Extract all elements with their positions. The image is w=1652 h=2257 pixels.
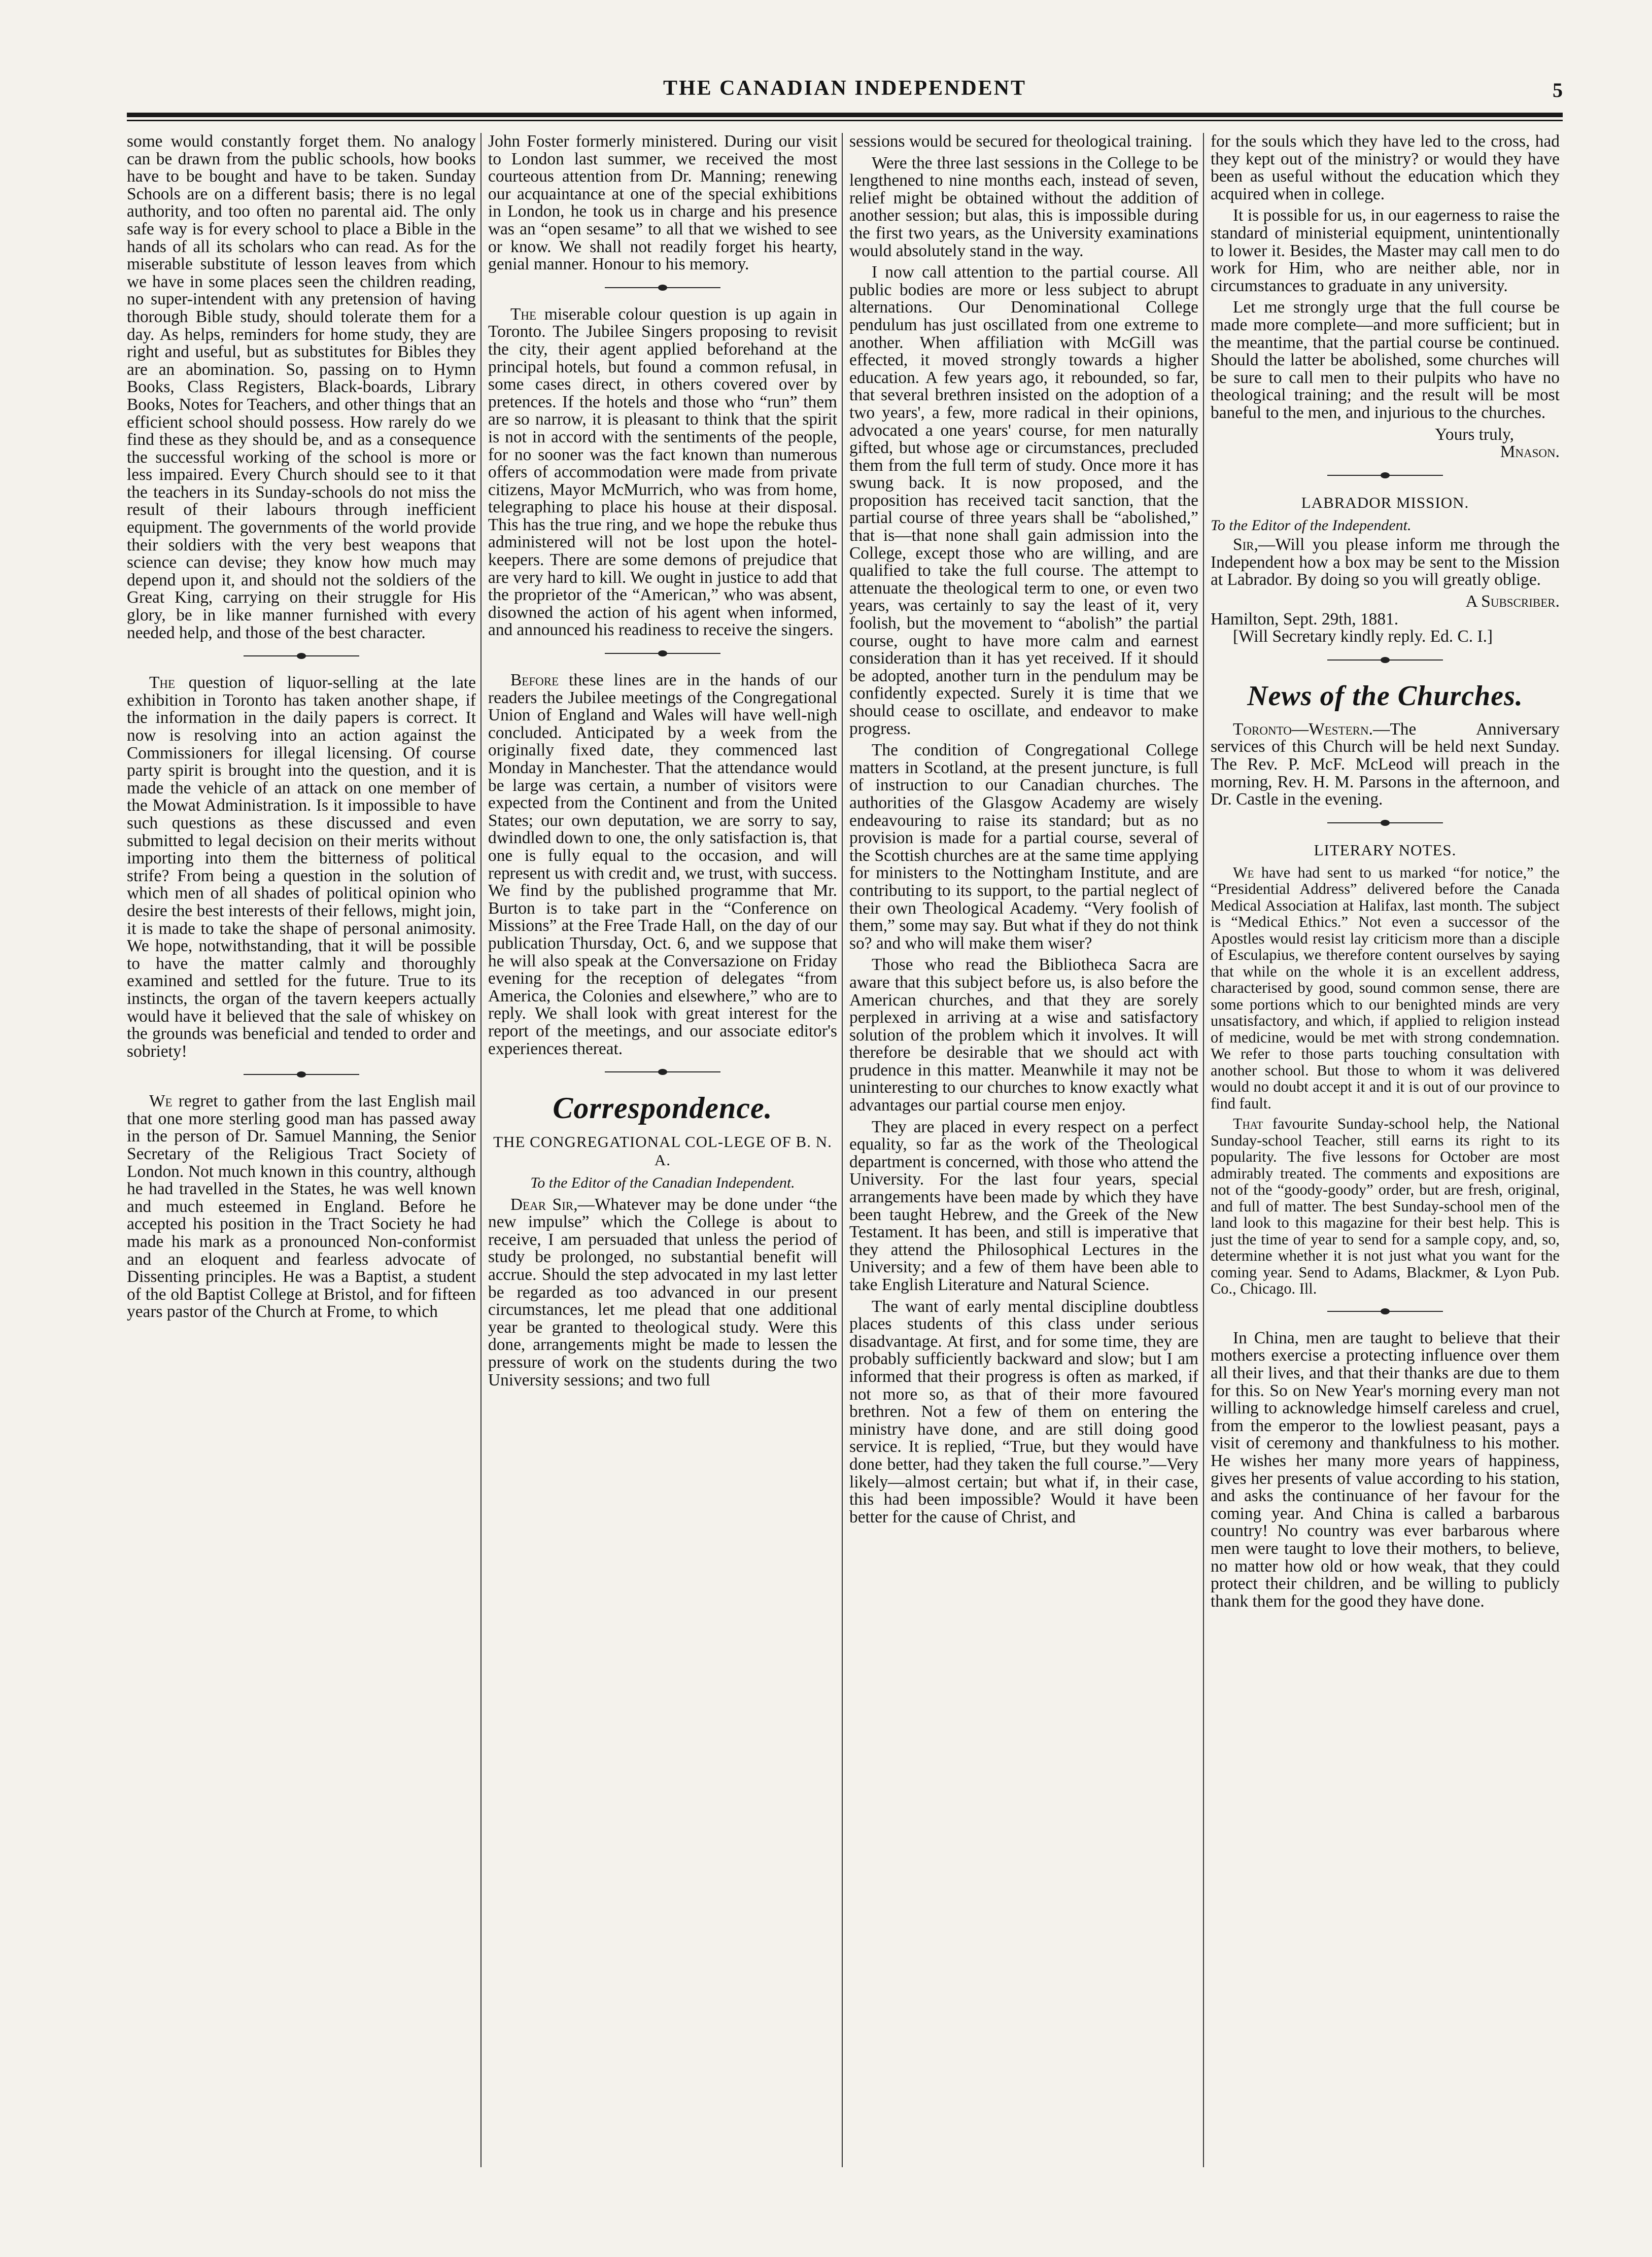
column-divider xyxy=(842,133,843,2167)
article-paragraph xyxy=(1211,536,1560,589)
article-paragraph xyxy=(1211,1116,1560,1297)
letter-signature: A Subscriber. xyxy=(1465,592,1560,611)
column-2 xyxy=(488,133,837,2167)
paragraph-text: —Will you please inform me through the Independent how a box may be sent to the Mission at Labrador. By doing so you will greatly oblige. xyxy=(1211,535,1560,589)
lead-word: Dear Sir, xyxy=(510,1195,578,1214)
letter-salutation: To the Editor of the Canadian Independent. xyxy=(530,1174,795,1192)
lead-word: We xyxy=(149,1092,173,1111)
letter-title: THE CONGREGATIONAL COL-LEGE OF B. N. A. xyxy=(493,1133,832,1169)
article-paragraph: John Foster formerly ministered. During our visit to London last summer, we received the most courteous attention from Dr. Manning; renewing our acquaintance at one of the special exhibitions in London, he took us in charge and his presence was an “open sesame” to all that we wished to see or know. We shall not readily forget his hearty, genial manner. Honour to his memory. xyxy=(488,133,837,274)
section-separator xyxy=(1211,814,1560,832)
lead-word: We xyxy=(1233,863,1254,881)
section-heading-correspondence: Correspondence. xyxy=(553,1091,773,1125)
letter-signoff: Yours truly, xyxy=(1435,425,1514,444)
article-paragraph xyxy=(127,1093,476,1321)
section-separator xyxy=(127,1065,476,1084)
article-paragraph: It is possible for us, in our eagerness to raise the standard of ministerial equipment, unintentionally to lower it. Besides, the Master may call men to do work for Him, who are neither able, nor in circumstances to graduate in any university. xyxy=(1211,206,1560,295)
article-paragraph: I now call attention to the partial course. All public bodies are more or less subject to abrupt alternations. Our Denominational College pendulum has just oscillated from one extreme to another. When affiliation with McGill was effected, it moved strongly towards a higher education. A few years ago, it rebounded, so far, that several brethren insisted on the adoption of a two years', a few, more radical in their opinions, advocated a one years' course, for men naturally gifted, but whose age or circumstances, precluded them from the full term of study. Once more it has swung back. It is now proposed, and the proposition has received tacit sanction, that the partial course of three years shall be “abolished,” that is—that none shall gain admission into the College, except those who are willing, and are qualified to take the full course. The attempt to attenuate the theological term to one, or even two years, was certainly to say the least of it, very foolish, but the movement to “abolish” the partial course, ought to have more calm and earnest consideration than it has yet received. If it should be adopted, another turn in the pendulum may be confidently expected. Surely it is time that we should cease to oscillate, and endeavor to make progress. xyxy=(849,263,1198,738)
article-paragraph: The want of early mental discipline doubtless places students of this class under serious disadvantage. At first, and for some time, they are probably sufficiently backward and slow; but I am informed that their progress is often as marked, if not more so, as that of their more favoured brethren. Not a few of them on entering the ministry have done, and are still doing good service. It is replied, “True, but they would have done better, had they taken the full course.”—Very likely—almost certain; but what if, in their case, this had been impossible? Would it have been better for the cause of Christ, and xyxy=(849,1297,1198,1526)
header-rule-thin xyxy=(127,120,1563,121)
article-paragraph: Let me strongly urge that the full course be made more complete—and more sufficient; but in the meantime, that the partial course be continued. Should the latter be abolished, some churches will be sure to call men to their pulpits who have no theological training; and the result will be most baneful to the men, and injurious to the churches. xyxy=(1211,298,1560,422)
page-number: 5 xyxy=(1553,79,1563,101)
paragraph-text: these lines are in the hands of our readers the Jubilee meetings of the Congregational Union of England and Wales will have well-nigh concluded. Anticipated by a week from the originally fixed date, they commenced last Monday in Manchester. That the attendance would be large was certain, a number of visitors were expected from the Continent and from the United States; our own deputation, we are sorry to say, dwindled down to one, the only satisfaction is, that one is fully equal to the occasion, and will represent us with credit and, we trust, with success. We find by the published programme that Mr. Burton is to take part in the “Conference on Missions” at the Free Trade Hall, on the day of our publication Thursday, Oct. 6, and we suppose that he will also speak at the Conversazione on Friday evening for the reception of delegates “from America, the Colonies and elsewhere,” who are to reply. We shall look with great interest for the report of the meetings, and our associate editor's experiences thereat. xyxy=(488,671,837,1058)
section-separator xyxy=(488,1063,837,1081)
column-divider xyxy=(1203,133,1204,2167)
article-paragraph xyxy=(1211,864,1560,1112)
page-header xyxy=(127,76,1563,112)
column-divider xyxy=(480,133,481,2167)
newspaper-title: THE CANADIAN INDEPENDENT xyxy=(663,77,1027,100)
lead-word: The xyxy=(149,673,176,692)
paragraph-text: —Whatever may be done under “the new impulse” which the College is about to receive, I am persuaded that unless the period of study be prolonged, no substantial benefit will accrue. Should the step advocated in my last letter be regarded as too advanced in our present circumstances, let me plead that one additional year be granted to theological study. Were this done, arrangements might be made to lessen the pressure of work on the students during the two University sessions; and two full xyxy=(488,1195,837,1390)
section-separator xyxy=(1211,651,1560,669)
article-paragraph: for the souls which they have led to the cross, had they kept out of the ministry? or would they have been as useful without the education which they acquired when in college. xyxy=(1211,133,1560,203)
article-paragraph: Were the three last sessions in the College to be lengthened to nine months each, instead of seven, relief might be obtained without the addition of another session; but alas, this is impossible during the first two years, as the University examinations would absolutely stand in the way. xyxy=(849,153,1198,260)
article-paragraph: In China, men are taught to believe that their mothers exercise a protecting influence over them all their lives, and that their thanks are due to them for this. So on New Year's morning every man not willing to acknowledge himself careless and cruel, from the emperor to the lowliest peasant, pays a visit of ceremony and thankfulness to his mother. He wishes her many more years of happiness, gives her presents of value according to his station, and asks the continuance of her favour for the coming year. And China is called a barbarous country! No country was ever barbarous where men were taught to love their mothers, to believe, no matter how old or how weak, that they could protect their children, and be willing to publicly thank them for the good they have done. xyxy=(1211,1328,1560,1611)
section-heading-news: News of the Churches. xyxy=(1247,680,1523,712)
lead-word: Before xyxy=(510,671,559,690)
paragraph-text: regret to gather from the last English mail that one more sterling good man has passed away in the person of Dr. Samuel Manning, the Senior Secretary of the Religious Tract Society of London. Not much known in this country, although he had travelled in the States, he was well known and much esteemed in England. Before he accepted his position in the Tract Society he had made his mark as a pronounced Non-conformist and an eloquent and fearless advocate of Dissenting principles. He was a Baptist, a student of the old Baptist College at Bristol, and for fifteen years pastor of the Church at Frome, to which xyxy=(127,1092,476,1322)
paragraph-text: favourite Sunday-school help, the National Sunday-school Teacher, still earns its right to its popularity. The five lessons for October are most admirably treated. The comments and expositions are not of the “goody-goody” order, but are fresh, original, and full of matter. The best Sunday-school men of the land look to this magazine for their best help. This is just the time of year to send for a sample copy, and, so, determine whether it is not just what you want for the coming year. Send to Adams, Blackmer, & Lyon Pub. Co., Chicago. Ill. xyxy=(1211,1115,1560,1298)
section-separator xyxy=(1211,1302,1560,1321)
editor-note: [Will Secretary kindly reply. Ed. C. I.] xyxy=(1233,627,1493,646)
section-separator xyxy=(488,644,837,663)
article-paragraph: Those who read the Bibliotheca Sacra are aware that this subject before us, is also before the American churches, and that they are sorely perplexed in arriving at a wise and satisfactory solution of the problem which it involves. It will therefore be desirable that we should act with prudence in this matter. Meanwhile it may not be uninteresting to our churches to know exactly what advantages our partial course men enjoy. xyxy=(849,955,1198,1115)
section-separator xyxy=(127,647,476,665)
section-separator xyxy=(1211,466,1560,484)
lead-word: That xyxy=(1233,1115,1263,1133)
article-paragraph: some would constantly forget them. No analogy can be drawn from the public schools, how books have to be bought and have to be taken. Sunday Schools are on a different basis; there is no legal authority, and too often no parental aid. The only safe way is for every school to place a Bible in the hands of all its scholars who can read. As for the miserable substitute of lesson leaves from which we have in some places seen the children reading, no super-intendent with any pretension of having thorough Bible study, should tolerate them for a day. As helps, reminders for home study, they are right and useful, but as substitutes for Bibles they are an abomination. So, passing on to Hymn Books, Class Registers, Black-boards, Library Books, Notes for Teachers, and other things that an efficient school should possess. How rarely do we find these as they should be, and as a consequence the successful working of the school is more or less impaired. Every Church should see to it that the teachers in its Sunday-schools do not miss the result of their labours through inefficient equipment. The governments of the world provide their soldiers with the very best weapons that science can devise; they know how much may depend upon it, and should not the soldiers of the Great King, carrying on their struggle for His glory, be in like manner furnished with every needed help, and those of the best character. xyxy=(127,133,476,642)
article-paragraph xyxy=(488,1196,837,1390)
header-rule-heavy xyxy=(127,113,1563,117)
letter-signature: Mnason. xyxy=(1500,442,1560,462)
paragraph-text: have had sent to us marked “for notice,” the “Presidential Address” delivered before the Canada Medical Association at Halifax, last month. The subject is “Medical Ethics.” Not even a successor of the Apostles would resist lay criticism more than a disciple of Esculapius, we therefore content ourselves by saying that while on the whole it is an excellent address, characterised by good, sound common sense, there are some portions which to our benighted minds are very unsatisfactory, and which, if applied to religion instead of medicine, would be met with strong condemnation. We refer to those parts touching consultation with another school. But those to whom it was delivered would no doubt accept it and it is out of our province to find fault. xyxy=(1211,863,1560,1112)
article-paragraph xyxy=(488,672,837,1058)
article-paragraph xyxy=(127,674,476,1060)
section-heading-labrador: LABRADOR MISSION. xyxy=(1301,493,1469,511)
article-paragraph: The condition of Congregational College matters in Scotland, at the present juncture, is full of instruction to our Canadian churches. The authorities of the Glasgow Academy are wisely endeavouring to raise its standard; but as no provision is made for a partial course, several of the Scottish churches are at the same time applying for ministers to the Nottingham Institute, and are contributing to its support, to the partial neglect of their own Theological Academy. “Very foolish of them,” some may say. But what if they do not think so? and who will make them wiser? xyxy=(849,741,1198,953)
article-paragraph xyxy=(1211,721,1560,809)
paragraph-text: miserable colour question is up again in Toronto. The Jubilee Singers proposing to revisit the city, their agent applied beforehand at the principal hotels, but found a common refusal, in some cases direct, in others covered over by pretences. If the hotels and those who “run” them are so narrow, it is pleasant to think that the spirit is not in accord with the sentiments of the people, for no sooner was the fact known than numerous offers of accommodation were made from private citizens, Mayor McMurrich, who was from home, telegraphing to place his house at their disposal. This has the true ring, and we hope the rebuke thus administered will not be lost upon the hotel-keepers. There are some demons of prejudice that are very hard to kill. We ought in justice to add that the proprietor of the “American,” who was absent, disowned the action of his agent when informed, and announced his readiness to receive the singers. xyxy=(488,304,837,640)
section-heading-literary: LITERARY NOTES. xyxy=(1314,841,1457,859)
section-separator xyxy=(488,279,837,297)
column-3 xyxy=(849,133,1198,2167)
paragraph-text: —The Anniversary services of this Church will be held next Sunday. The Rev. P. McF. McLeod will preach in the morning, Rev. H. M. Parsons in the afternoon, and Dr. Castle in the evening. xyxy=(1211,719,1560,809)
lead-word: The xyxy=(510,304,537,324)
lead-word: Toronto—Western. xyxy=(1233,719,1373,739)
article-paragraph: They are placed in every respect on a perfect equality, so far as the work of the Theological department is concerned, with those who attend the University. For the last four years, special arrangements have been made by which they have been taught Hebrew, and the Greek of the New Testament. It has been, and still is imperative that they attend the Philosophical Lectures in the University; and a few of them have been able to take English Literature and Natural Science. xyxy=(849,1117,1198,1294)
letter-salutation: To the Editor of the Independent. xyxy=(1211,516,1412,534)
column-1 xyxy=(127,133,476,2167)
article-paragraph: sessions would be secured for theological training. xyxy=(849,133,1192,151)
column-4 xyxy=(1211,133,1560,2167)
paragraph-text: question of liquor-selling at the late exhibition in Toronto has taken another shape, if the information in the daily papers is correct. It now is resolving into an action against the Commissioners for illegal licensing. Of course party spirit is brought into the question, and it is made the vehicle of an attack on one member of the Mowat Administration. Is it impossible to have such questions as these discussed and even submitted to legal decision on their merits without importing into them the bitterness of political strife? From being a question in the solution of which men of all shades of political opinion who desire the best interests of their fellows, might join, it is made to take the shape of personal animosity. We hope, notwithstanding, that it will be possible to have the matter calmly and thoroughly examined and settled for the future. True to its instincts, the organ of the tavern keepers actually would have it believed that the sale of whiskey on the grounds was beneficial and tended to order and sobriety! xyxy=(127,673,476,1061)
article-paragraph xyxy=(488,306,837,639)
lead-word: Sir, xyxy=(1233,535,1258,554)
dateline: Hamilton, Sept. 29th, 1881. xyxy=(1211,609,1399,629)
